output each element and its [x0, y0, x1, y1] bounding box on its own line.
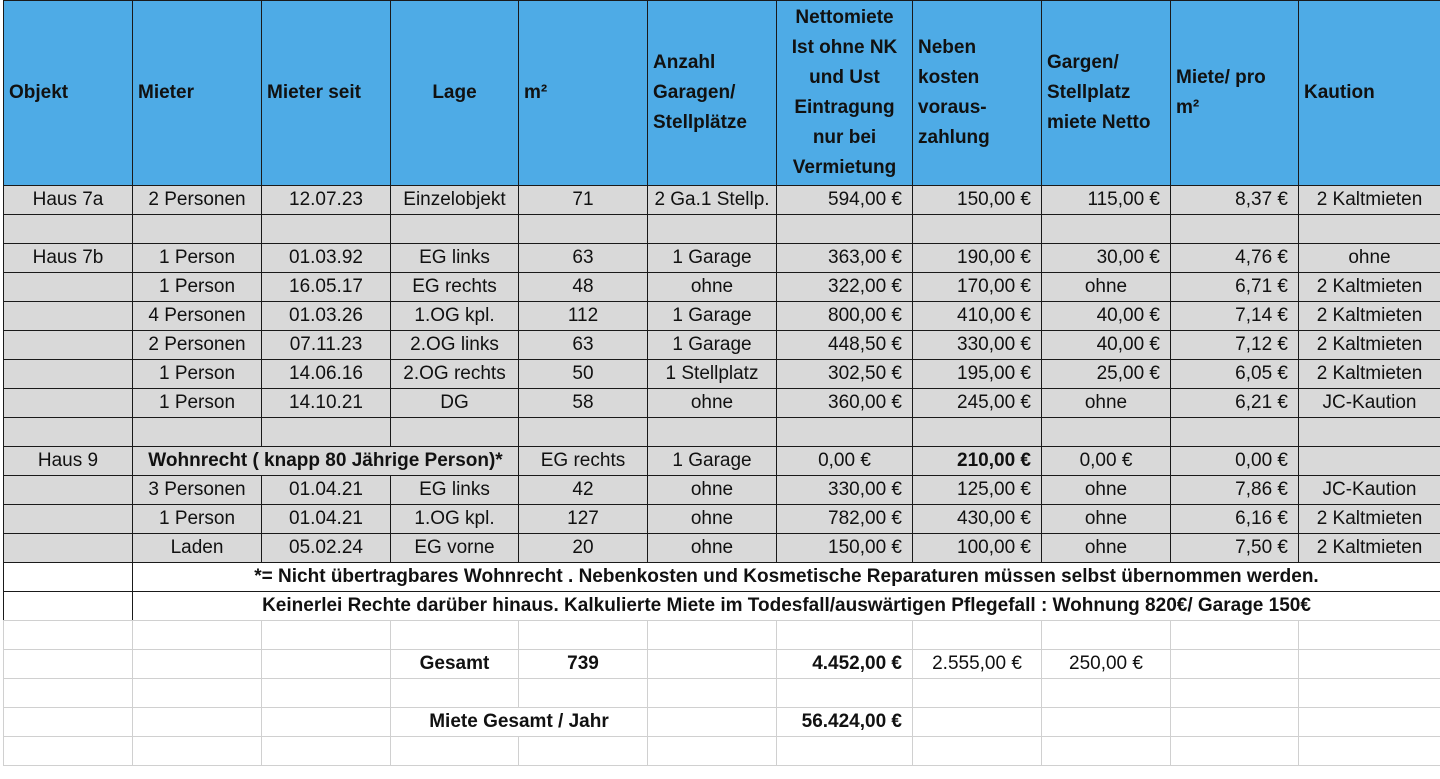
cell-mieter-seit[interactable]: 01.04.21: [262, 505, 391, 534]
cell-nettomiete[interactable]: 330,00 €: [777, 476, 913, 505]
cell-garagen[interactable]: 1 Stellplatz: [648, 360, 777, 389]
cell-lage[interactable]: EG vorne: [391, 534, 519, 563]
cell-garagen[interactable]: 1 Garage: [648, 447, 777, 476]
cell-garagenmiete[interactable]: ohne: [1042, 389, 1171, 418]
cell-nebenkosten[interactable]: 410,00 €: [913, 302, 1042, 331]
cell-mieter[interactable]: Laden: [133, 534, 262, 563]
cell-nebenkosten[interactable]: 330,00 €: [913, 331, 1042, 360]
rental-spreadsheet: [3, 0, 1440, 766]
cell-garagen[interactable]: 1 Garage: [648, 331, 777, 360]
cell-kaution[interactable]: 2 Kaltmieten: [1299, 534, 1440, 563]
header-m2[interactable]: m²: [519, 1, 648, 186]
cell-garagenmiete[interactable]: ohne: [1042, 476, 1171, 505]
cell-mieter[interactable]: [133, 418, 262, 447]
cell-garagen[interactable]: [648, 215, 777, 244]
cell-kaution[interactable]: 2 Kaltmieten: [1299, 186, 1440, 215]
header-nettomiete[interactable]: Nettomiete Ist ohne NK und Ust Eintragung nur bei Vermietung: [777, 1, 913, 186]
cell-empty[interactable]: [262, 708, 391, 737]
footnote-row: [4, 563, 1440, 592]
cell-empty[interactable]: [133, 679, 262, 708]
cell-lage[interactable]: 1.OG kpl.: [391, 302, 519, 331]
table-row: [4, 360, 1440, 389]
cell-empty[interactable]: [519, 621, 648, 650]
cell-lage[interactable]: EG rechts: [391, 273, 519, 302]
cell-kaution[interactable]: 2 Kaltmieten: [1299, 273, 1440, 302]
cell-empty[interactable]: [1042, 737, 1171, 766]
cell-mieter[interactable]: 1 Person: [133, 273, 262, 302]
cell-garagen[interactable]: ohne: [648, 389, 777, 418]
cell-nettomiete[interactable]: [777, 418, 913, 447]
cell-objekt[interactable]: [4, 215, 133, 244]
cell-garagenmiete[interactable]: [1042, 215, 1171, 244]
cell-garagen[interactable]: ohne: [648, 505, 777, 534]
cell-m2[interactable]: 71: [519, 186, 648, 215]
total-label[interactable]: Gesamt: [391, 650, 519, 679]
cell-empty[interactable]: [133, 650, 262, 679]
cell-lage[interactable]: DG: [391, 389, 519, 418]
cell-empty[interactable]: [1171, 708, 1299, 737]
total-m2[interactable]: 739: [519, 650, 648, 679]
cell-nettomiete[interactable]: 302,50 €: [777, 360, 913, 389]
cell-mieter[interactable]: 1 Person: [133, 505, 262, 534]
cell-empty[interactable]: [1171, 679, 1299, 708]
header-kaution[interactable]: Kaution: [1299, 1, 1440, 186]
cell-kaution[interactable]: JC-Kaution: [1299, 389, 1440, 418]
cell-miete-pro-m2[interactable]: 7,86 €: [1171, 476, 1299, 505]
cell-mieter-seit[interactable]: 07.11.23: [262, 331, 391, 360]
cell-mieter-seit[interactable]: 05.02.24: [262, 534, 391, 563]
table-row: [4, 186, 1440, 215]
header-objekt[interactable]: Objekt: [4, 1, 133, 186]
yearly-label[interactable]: Miete Gesamt / Jahr: [391, 708, 648, 737]
cell-m2[interactable]: 50: [519, 360, 648, 389]
cell-garagen[interactable]: 1 Garage: [648, 244, 777, 273]
cell-empty[interactable]: [777, 679, 913, 708]
summary-row: [4, 708, 1440, 737]
cell-empty[interactable]: [913, 708, 1042, 737]
cell-nebenkosten[interactable]: 100,00 €: [913, 534, 1042, 563]
cell-empty[interactable]: [777, 737, 913, 766]
cell-nettomiete[interactable]: [777, 215, 913, 244]
cell-garagenmiete[interactable]: ohne: [1042, 273, 1171, 302]
cell-empty[interactable]: [133, 621, 262, 650]
cell-garagenmiete[interactable]: 25,00 €: [1042, 360, 1171, 389]
cell-garagenmiete[interactable]: 0,00 €: [1042, 447, 1171, 476]
cell-empty[interactable]: [262, 650, 391, 679]
cell-empty[interactable]: [519, 679, 648, 708]
summary-row: [4, 621, 1440, 650]
cell-empty[interactable]: [262, 737, 391, 766]
cell-kaution[interactable]: [1299, 418, 1440, 447]
table-row: [4, 447, 1440, 476]
cell-mieter[interactable]: [133, 215, 262, 244]
cell-miete-pro-m2[interactable]: [1171, 418, 1299, 447]
cell-nettomiete[interactable]: 363,00 €: [777, 244, 913, 273]
cell-objekt[interactable]: [4, 360, 133, 389]
header-mieter-seit[interactable]: Mieter seit: [262, 1, 391, 186]
cell-objekt[interactable]: [4, 505, 133, 534]
header-nebenkosten[interactable]: Neben kosten voraus-zahlung: [913, 1, 1042, 186]
cell-kaution[interactable]: 2 Kaltmieten: [1299, 505, 1440, 534]
cell-miete-pro-m2[interactable]: [1171, 215, 1299, 244]
cell-mieter-seit[interactable]: 14.06.16: [262, 360, 391, 389]
total-nebenkosten[interactable]: 2.555,00 €: [913, 650, 1042, 679]
cell-objekt[interactable]: [4, 389, 133, 418]
cell-mieter-seit[interactable]: 12.07.23: [262, 186, 391, 215]
cell-objekt[interactable]: [4, 273, 133, 302]
cell-nettomiete[interactable]: 0,00 €: [777, 447, 913, 476]
cell-garagen[interactable]: [648, 418, 777, 447]
cell-empty[interactable]: [1299, 621, 1440, 650]
cell-empty[interactable]: [1171, 737, 1299, 766]
cell-mieter[interactable]: 2 Personen: [133, 186, 262, 215]
cell-lage[interactable]: 1.OG kpl.: [391, 505, 519, 534]
cell-empty[interactable]: [913, 737, 1042, 766]
header-row: [4, 1, 1440, 186]
cell-lage[interactable]: 2.OG rechts: [391, 360, 519, 389]
cell-empty[interactable]: [4, 563, 133, 592]
cell-empty[interactable]: [4, 679, 133, 708]
cell-kaution[interactable]: 2 Kaltmieten: [1299, 360, 1440, 389]
cell-m2[interactable]: 63: [519, 331, 648, 360]
header-garagen[interactable]: Anzahl Garagen/ Stellplätze: [648, 1, 777, 186]
cell-mieter-seit[interactable]: 14.10.21: [262, 389, 391, 418]
cell-mieter-seit[interactable]: 01.04.21: [262, 476, 391, 505]
header-lage[interactable]: Lage: [391, 1, 519, 186]
cell-empty[interactable]: [648, 621, 777, 650]
cell-nebenkosten[interactable]: 150,00 €: [913, 186, 1042, 215]
cell-empty[interactable]: [1299, 737, 1440, 766]
cell-nebenkosten[interactable]: 190,00 €: [913, 244, 1042, 273]
cell-m2[interactable]: 63: [519, 244, 648, 273]
cell-mieter[interactable]: 1 Person: [133, 360, 262, 389]
cell-garagenmiete[interactable]: 115,00 €: [1042, 186, 1171, 215]
cell-kaution[interactable]: [1299, 447, 1440, 476]
cell-empty[interactable]: [4, 708, 133, 737]
table-row: [4, 476, 1440, 505]
cell-mieter[interactable]: 4 Personen: [133, 302, 262, 331]
cell-nebenkosten[interactable]: 430,00 €: [913, 505, 1042, 534]
cell-nebenkosten[interactable]: [913, 418, 1042, 447]
cell-miete-pro-m2[interactable]: 4,76 €: [1171, 244, 1299, 273]
cell-mieter-seit[interactable]: 01.03.26: [262, 302, 391, 331]
table-row: [4, 244, 1440, 273]
cell-empty[interactable]: [4, 592, 133, 621]
cell-m2[interactable]: 112: [519, 302, 648, 331]
cell-objekt[interactable]: [4, 302, 133, 331]
cell-mieter[interactable]: 1 Person: [133, 244, 262, 273]
table-row: [4, 273, 1440, 302]
cell-empty[interactable]: [648, 708, 777, 737]
cell-m2[interactable]: 42: [519, 476, 648, 505]
cell-mieter[interactable]: 1 Person: [133, 389, 262, 418]
cell-empty[interactable]: [4, 621, 133, 650]
cell-empty[interactable]: [1171, 621, 1299, 650]
total-garagenmiete[interactable]: 250,00 €: [1042, 650, 1171, 679]
cell-nebenkosten[interactable]: 195,00 €: [913, 360, 1042, 389]
cell-lage[interactable]: [391, 418, 519, 447]
cell-empty[interactable]: [1299, 708, 1440, 737]
table-row: [4, 215, 1440, 244]
table-row: [4, 534, 1440, 563]
cell-garagenmiete[interactable]: [1042, 418, 1171, 447]
cell-objekt[interactable]: Haus 7a: [4, 186, 133, 215]
total-nettomiete[interactable]: 4.452,00 €: [777, 650, 913, 679]
cell-empty[interactable]: [1042, 679, 1171, 708]
cell-lage[interactable]: EG links: [391, 244, 519, 273]
cell-nettomiete[interactable]: 448,50 €: [777, 331, 913, 360]
cell-m2[interactable]: EG rechts: [519, 447, 648, 476]
cell-empty[interactable]: [391, 679, 519, 708]
cell-kaution[interactable]: 2 Kaltmieten: [1299, 302, 1440, 331]
cell-objekt[interactable]: [4, 418, 133, 447]
cell-m2[interactable]: 58: [519, 389, 648, 418]
cell-nettomiete[interactable]: 322,00 €: [777, 273, 913, 302]
cell-nettomiete[interactable]: 360,00 €: [777, 389, 913, 418]
summary-row: [4, 737, 1440, 766]
cell-wohnrecht[interactable]: Wohnrecht ( knapp 80 Jährige Person)*: [133, 447, 519, 476]
cell-empty[interactable]: [648, 737, 777, 766]
cell-empty[interactable]: [1042, 708, 1171, 737]
cell-garagenmiete[interactable]: 30,00 €: [1042, 244, 1171, 273]
cell-objekt[interactable]: Haus 9: [4, 447, 133, 476]
cell-empty[interactable]: [777, 621, 913, 650]
footnote-row: [4, 592, 1440, 621]
cell-empty[interactable]: [1299, 650, 1440, 679]
cell-mieter-seit[interactable]: [262, 215, 391, 244]
cell-nettomiete[interactable]: 594,00 €: [777, 186, 913, 215]
cell-miete-pro-m2[interactable]: 6,05 €: [1171, 360, 1299, 389]
cell-empty[interactable]: [648, 650, 777, 679]
cell-miete-pro-m2[interactable]: 7,12 €: [1171, 331, 1299, 360]
cell-miete-pro-m2[interactable]: 8,37 €: [1171, 186, 1299, 215]
cell-miete-pro-m2[interactable]: 6,21 €: [1171, 389, 1299, 418]
cell-objekt[interactable]: [4, 534, 133, 563]
cell-garagenmiete[interactable]: 40,00 €: [1042, 331, 1171, 360]
cell-empty[interactable]: [1171, 650, 1299, 679]
cell-garagen[interactable]: ohne: [648, 273, 777, 302]
cell-garagenmiete[interactable]: ohne: [1042, 534, 1171, 563]
cell-m2[interactable]: 127: [519, 505, 648, 534]
cell-garagenmiete[interactable]: ohne: [1042, 505, 1171, 534]
cell-kaution[interactable]: JC-Kaution: [1299, 476, 1440, 505]
cell-nettomiete[interactable]: 150,00 €: [777, 534, 913, 563]
cell-empty[interactable]: [133, 737, 262, 766]
cell-mieter-seit[interactable]: [262, 418, 391, 447]
cell-nebenkosten[interactable]: [913, 215, 1042, 244]
cell-lage[interactable]: Einzelobjekt: [391, 186, 519, 215]
cell-miete-pro-m2[interactable]: 7,50 €: [1171, 534, 1299, 563]
cell-miete-pro-m2[interactable]: 6,71 €: [1171, 273, 1299, 302]
cell-empty[interactable]: [262, 679, 391, 708]
header-mieter[interactable]: Mieter: [133, 1, 262, 186]
table-row: [4, 418, 1440, 447]
cell-nebenkosten[interactable]: 125,00 €: [913, 476, 1042, 505]
cell-empty[interactable]: [391, 621, 519, 650]
cell-kaution[interactable]: 2 Kaltmieten: [1299, 331, 1440, 360]
table-row: [4, 331, 1440, 360]
cell-lage[interactable]: 2.OG links: [391, 331, 519, 360]
table-row: [4, 302, 1440, 331]
cell-mieter-seit[interactable]: 16.05.17: [262, 273, 391, 302]
cell-mieter-seit[interactable]: 01.03.92: [262, 244, 391, 273]
cell-empty[interactable]: [519, 737, 648, 766]
footnote-text[interactable]: Keinerlei Rechte darüber hinaus. Kalkulierte Miete im Todesfall/auswärtigen Pflegefall : Wohnung 820€/ Garage 150€: [133, 592, 1440, 621]
cell-empty[interactable]: [262, 621, 391, 650]
cell-m2[interactable]: 48: [519, 273, 648, 302]
cell-empty[interactable]: [913, 621, 1042, 650]
summary-row: [4, 650, 1440, 679]
cell-miete-pro-m2[interactable]: 0,00 €: [1171, 447, 1299, 476]
cell-empty[interactable]: [1299, 679, 1440, 708]
table-row: [4, 505, 1440, 534]
cell-nettomiete[interactable]: 800,00 €: [777, 302, 913, 331]
cell-garagen[interactable]: 2 Ga.1 Stellp.: [648, 186, 777, 215]
cell-miete-pro-m2[interactable]: 6,16 €: [1171, 505, 1299, 534]
cell-objekt[interactable]: Haus 7b: [4, 244, 133, 273]
footnote-text[interactable]: *= Nicht übertragbares Wohnrecht . Nebenkosten und Kosmetische Reparaturen müssen selbst übernommen werden.: [133, 563, 1440, 592]
cell-m2[interactable]: 20: [519, 534, 648, 563]
cell-lage[interactable]: [391, 215, 519, 244]
cell-kaution[interactable]: [1299, 215, 1440, 244]
cell-objekt[interactable]: [4, 331, 133, 360]
cell-objekt[interactable]: [4, 476, 133, 505]
cell-empty[interactable]: [648, 679, 777, 708]
table-row: [4, 389, 1440, 418]
cell-nettomiete[interactable]: 782,00 €: [777, 505, 913, 534]
cell-m2[interactable]: [519, 418, 648, 447]
cell-empty[interactable]: [133, 708, 262, 737]
cell-kaution[interactable]: ohne: [1299, 244, 1440, 273]
cell-garagen[interactable]: ohne: [648, 534, 777, 563]
cell-lage[interactable]: EG links: [391, 476, 519, 505]
cell-miete-pro-m2[interactable]: 7,14 €: [1171, 302, 1299, 331]
cell-empty[interactable]: [4, 737, 133, 766]
header-miete-pro-m2[interactable]: Miete/ pro m²: [1171, 1, 1299, 186]
cell-nebenkosten[interactable]: 170,00 €: [913, 273, 1042, 302]
cell-empty[interactable]: [913, 679, 1042, 708]
cell-nebenkosten[interactable]: 245,00 €: [913, 389, 1042, 418]
summary-row: [4, 679, 1440, 708]
cell-empty[interactable]: [1042, 621, 1171, 650]
cell-mieter[interactable]: 3 Personen: [133, 476, 262, 505]
cell-garagenmiete[interactable]: 40,00 €: [1042, 302, 1171, 331]
cell-garagen[interactable]: 1 Garage: [648, 302, 777, 331]
cell-nebenkosten[interactable]: 210,00 €: [913, 447, 1042, 476]
yearly-value[interactable]: 56.424,00 €: [777, 708, 913, 737]
header-garagenmiete[interactable]: Gargen/ Stellplatz miete Netto: [1042, 1, 1171, 186]
cell-m2[interactable]: [519, 215, 648, 244]
cell-mieter[interactable]: 2 Personen: [133, 331, 262, 360]
cell-empty[interactable]: [4, 650, 133, 679]
cell-garagen[interactable]: ohne: [648, 476, 777, 505]
cell-empty[interactable]: [391, 737, 519, 766]
